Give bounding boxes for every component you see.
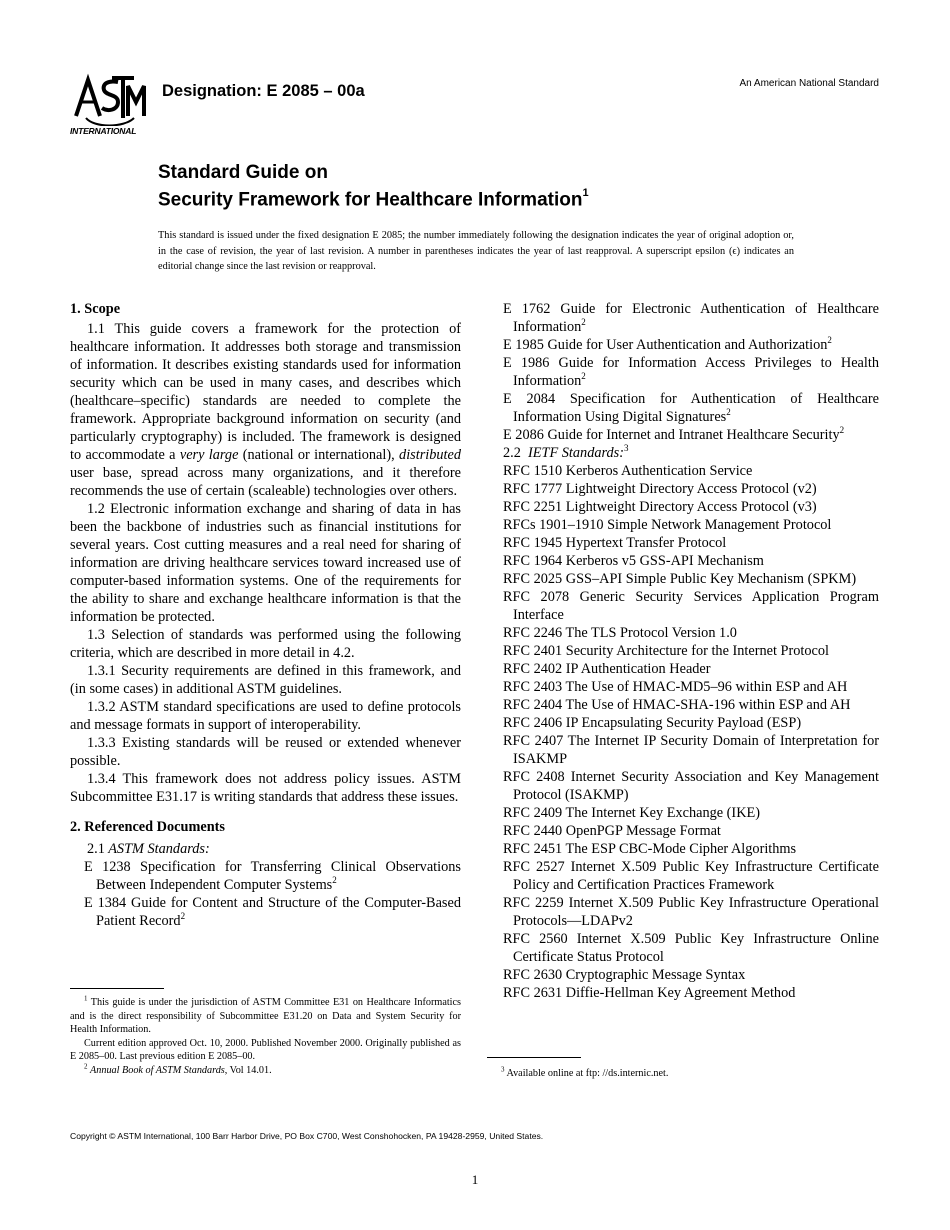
reference-item: RFC 2631 Diffie-Hellman Key Agreement Method <box>503 985 796 1001</box>
document-title <box>158 162 589 211</box>
paragraph-1-3-1: 1.3.1 Security requirements are defined in this framework, and (in some cases) in additional ASTM guidelines. <box>70 663 461 697</box>
footnote-1: $^1$ This guide is under the jurisdiction of ASTM Committee E31 on Healthcare Informatics and is the direct responsibility of Subcommittee E31.20 on Data and System Security for Health Information. <box>70 994 461 1035</box>
reference-item: RFC 2407 The Internet IP Security Domain of Interpretation for ISAKMP <box>503 733 879 767</box>
footnote-divider <box>70 988 164 989</box>
designation: Designation: E 2085 – 00a <box>162 82 365 100</box>
reference-item: RFC 2401 Security Architecture for the Internet Protocol <box>503 643 829 659</box>
reference-item: E 1986 Guide for Information Access Privileges to Health Information$^2$ <box>503 355 879 389</box>
reference-item: RFC 2402 IP Authentication Header <box>503 661 711 677</box>
reference-item: RFC 2630 Cryptographic Message Syntax <box>503 967 746 983</box>
reference-item: RFC 2246 The TLS Protocol Version 1.0 <box>503 625 737 641</box>
left-column <box>70 300 461 930</box>
footnote-1-edition: Current edition approved Oct. 10, 2000. Published November 2000. Originally published as E 2085–00. Last previous edition E 2085–00. <box>70 1037 461 1062</box>
footnotes-left <box>70 996 461 1077</box>
reference-item: RFC 2440 OpenPGP Message Format <box>503 823 721 839</box>
reference-item: RFC 1510 Kerberos Authentication Service <box>503 463 753 479</box>
reference-item: E 2084 Specification for Authentication of Healthcare Information Using Digital Signatures$^2$ <box>503 391 879 425</box>
subsection-astm-standards: 2.1 ASTM Standards: <box>87 841 210 857</box>
reference-item: RFC 2025 GSS–API Simple Public Key Mechanism (SPKM) <box>503 571 857 587</box>
reference-item: RFC 1777 Lightweight Directory Access Protocol (v2) <box>503 481 817 497</box>
reference-item: RFCs 1901–1910 Simple Network Management Protocol <box>503 517 832 533</box>
footnote-2: $^2$ Annual Book of ASTM Standards, Vol 14.01. <box>84 1062 272 1076</box>
paragraph-1-3-2: 1.3.2 ASTM standard specifications are used to define protocols and message formats in support of interoperability. <box>70 699 461 733</box>
copyright-notice: Copyright © ASTM International, 100 Barr Harbor Drive, PO Box C700, West Conshohocken, PA 19428-2959, United States. <box>70 1131 544 1141</box>
reference-item: RFC 2408 Internet Security Association and Key Management Protocol (ISAKMP) <box>503 769 879 803</box>
american-national-standard-label: An American National Standard <box>739 78 879 89</box>
title-line-1: Standard Guide on <box>158 162 328 183</box>
paragraph-1-1: 1.1 This guide covers a framework for the protection of healthcare information. It addresses both storage and transmission of information. It describes existing standards used for information security which can be used in many cases, and describes which (healthcare–specific) standards are needed to complete the framework. Appropriate background information on security (and particularly cryptography) is included. The framework is designed to accommodate a very large (national or international), distributed user base, spread across many organizations, and it therefore recommends the use of certain (scaleable) technologies over others. <box>70 321 462 499</box>
paragraph-1-3: 1.3 Selection of standards was performed using the following criteria, which are described in more detail in 4.2. <box>70 627 461 661</box>
reference-item: RFC 2451 The ESP CBC-Mode Cipher Algorithms <box>503 841 797 857</box>
reference-item: RFC 2409 The Internet Key Exchange (IKE) <box>503 805 761 821</box>
logo-wordmark-visible: INTERNATIONAL <box>70 126 137 136</box>
paragraph-1-2: 1.2 Electronic information exchange and sharing of data in has been the backbone of industries such as financial institutions for several years. Cost cutting measures and a real need for sharing of information are driving healthcare services toward increased use of computer-based information systems. One of the requirements for the ability to share and exchange healthcare information is that the information be protected. <box>70 501 461 625</box>
reference-item: E 1762 Guide for Electronic Authentication of Healthcare Information$^2$ <box>503 301 879 335</box>
astm-logo <box>68 72 150 138</box>
section-heading-referenced-documents: 2. Referenced Documents <box>70 819 225 835</box>
section-heading-scope: 1. Scope <box>70 301 121 317</box>
reference-item: RFC 2251 Lightweight Directory Access Protocol (v3) <box>503 499 817 515</box>
reference-item: RFC 1964 Kerberos v5 GSS-API Mechanism <box>503 553 764 569</box>
reference-item: E 1238 Specification for Transferring Clinical Observations Between Independent Computer Systems$^2$ <box>84 859 461 893</box>
paragraph-1-3-3: 1.3.3 Existing standards will be reused or extended whenever possible. <box>70 735 461 769</box>
reference-item: RFC 2404 The Use of HMAC-SHA-196 within ESP and AH <box>503 697 851 713</box>
reference-item: RFC 2259 Internet X.509 Public Key Infrastructure Operational Protocols—LDAPv2 <box>503 895 879 929</box>
title-line-2 <box>158 184 589 211</box>
footnote-divider <box>487 1057 581 1058</box>
ietf-reference-list <box>503 462 879 1002</box>
reference-item: RFC 2078 Generic Security Services Application Program Interface <box>503 589 879 623</box>
title-line-2-text: Security Framework for Healthcare Information <box>158 189 583 211</box>
page-number: 1 <box>471 1172 479 1187</box>
astm-emblem-icon <box>76 78 144 126</box>
reference-item: E 1384 Guide for Content and Structure of the Computer-Based Patient Record$^2$ <box>84 895 461 929</box>
reference-item: E 2086 Guide for Internet and Intranet Healthcare Security$^2$ <box>503 425 845 443</box>
reference-item: RFC 1945 Hypertext Transfer Protocol <box>503 535 727 551</box>
subsection-ietf-standards: 2.2 IETF Standards:$^3$ <box>503 443 629 461</box>
reference-item: RFC 2527 Internet X.509 Public Key Infrastructure Certificate Policy and Certification Practices Framework <box>503 859 879 893</box>
reference-item: RFC 2403 The Use of HMAC-MD5–96 within ESP and AH <box>503 679 848 695</box>
issuance-notice: This standard is issued under the fixed designation E 2085; the number immediately following the designation indicates the year of original adoption or, in the case of revision, the year of last revision. A number in parentheses indicates the year of last reapproval. A superscript epsilon (ϵ) indicates an editorial change since the last revision or reapproval. <box>158 230 794 272</box>
right-column <box>503 300 879 1002</box>
reference-item: RFC 2560 Internet X.509 Public Key Infrastructure Online Certificate Status Protocol <box>503 931 879 965</box>
title-footnote-mark: 1 <box>582 187 589 199</box>
footnote-3: $^3$ Available online at ftp: //ds.internic.net. <box>501 1065 669 1079</box>
footnotes-right <box>487 1067 879 1081</box>
reference-item: E 1985 Guide for User Authentication and Authorization$^2$ <box>503 335 832 353</box>
reference-item: RFC 2406 IP Encapsulating Security Payload (ESP) <box>503 715 802 731</box>
paragraph-1-3-4: 1.3.4 This framework does not address policy issues. ASTM Subcommittee E31.17 is writing standards that address these issues. <box>70 771 461 805</box>
